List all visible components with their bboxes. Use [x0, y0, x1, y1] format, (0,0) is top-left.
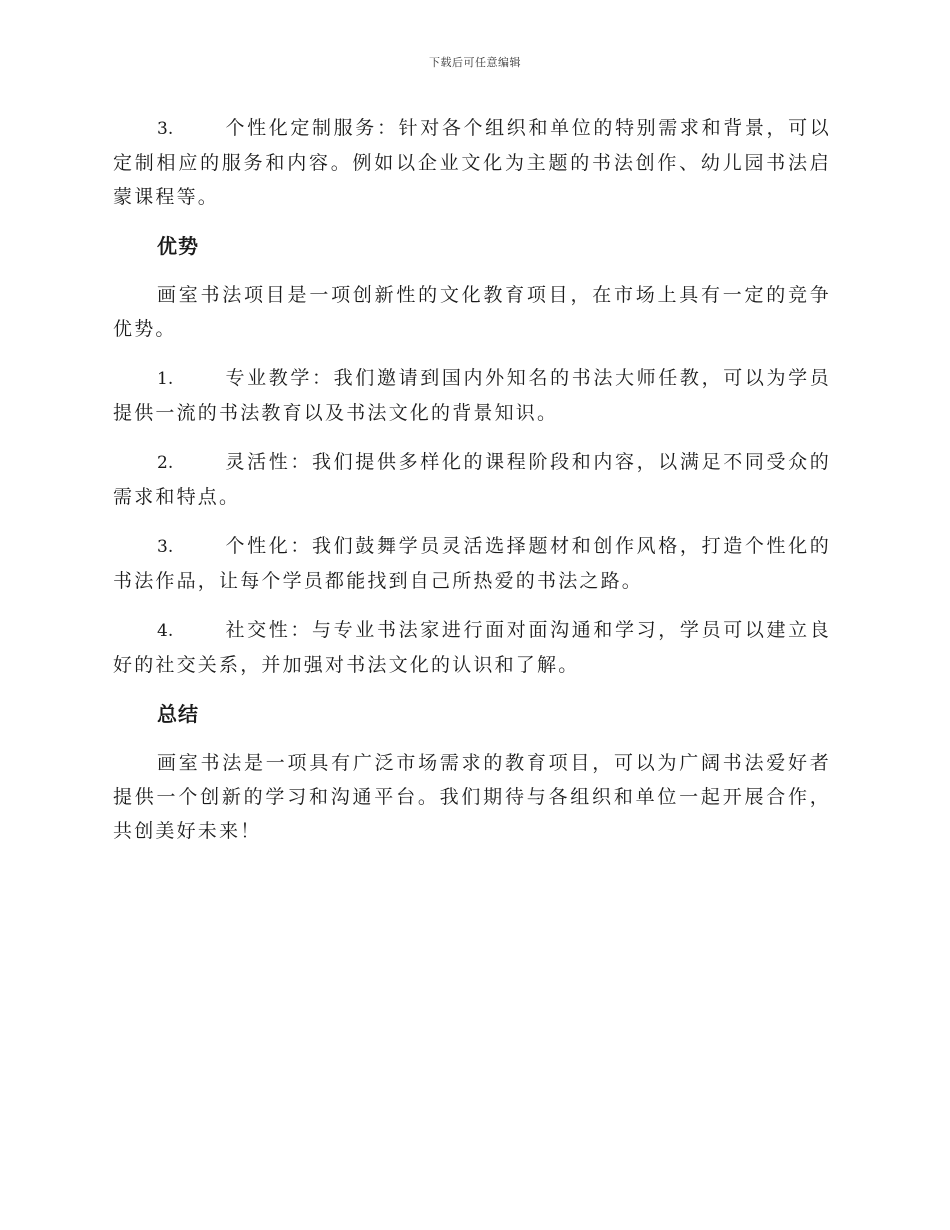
- list-item-text: 个性化定制服务：针对各个组织和单位的特别需求和背景，可以定制相应的服务和内容。例如以企业文化为主题的书法创作、幼儿园书法启蒙课程等。: [113, 117, 831, 208]
- heading-summary: 总结: [157, 702, 199, 726]
- list-item-text: 灵活性：我们提供多样化的课程阶段和内容，以满足不同受众的需求和特点。: [113, 451, 831, 508]
- list-number: 2.: [157, 453, 174, 473]
- list-number: 4.: [157, 621, 174, 641]
- advantages-intro: 画室书法项目是一项创新性的文化教育项目，在市场上具有一定的竞争优势。: [113, 284, 831, 340]
- list-item-customized-service: [113, 111, 831, 214]
- list-item-text: 个性化：我们鼓舞学员灵活选择题材和创作风格，打造个性化的书法作品，让每个学员都能找到自己所热爱的书法之路。: [113, 535, 831, 592]
- heading-advantages: 优势: [157, 234, 199, 258]
- list-number: 1.: [157, 369, 174, 389]
- document-body: [113, 111, 831, 863]
- page-header: 下载后可任意编辑: [429, 56, 521, 69]
- list-item-advantage-1: [113, 361, 831, 430]
- list-item-advantage-3: [113, 529, 831, 598]
- list-number: 3.: [157, 119, 174, 139]
- list-item-advantage-4: [113, 613, 831, 682]
- list-item-text: 专业教学：我们邀请到国内外知名的书法大师任教，可以为学员提供一流的书法教育以及书法文化的背景知识。: [113, 367, 831, 424]
- summary-paragraph: 画室书法是一项具有广泛市场需求的教育项目，可以为广阔书法爱好者提供一个创新的学习和沟通平台。我们期待与各组织和单位一起开展合作，共创美好未来！: [113, 752, 831, 842]
- list-item-text: 社交性：与专业书法家进行面对面沟通和学习，学员可以建立良好的社交关系，并加强对书法文化的认识和了解。: [113, 619, 831, 676]
- list-number: 3.: [157, 537, 174, 557]
- list-item-advantage-2: [113, 445, 831, 514]
